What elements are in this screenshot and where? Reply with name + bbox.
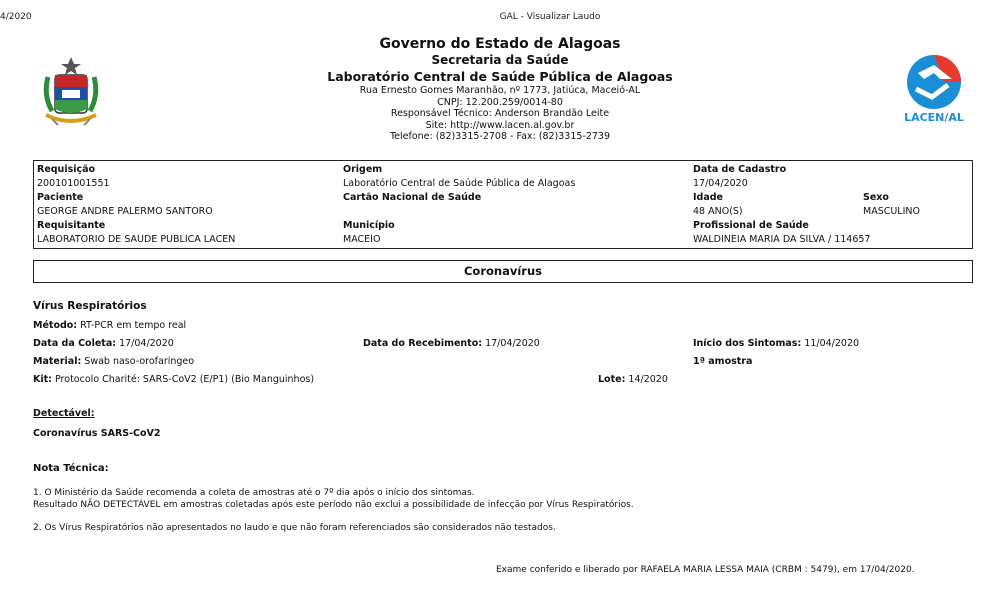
- sintomas-label: Início dos Sintomas:: [693, 338, 802, 349]
- result-label: Detectável:: [33, 408, 95, 419]
- coleta-row: [33, 338, 174, 349]
- sexo-label: Sexo: [863, 192, 889, 203]
- header-cnpj: CNPJ: 12.200.259/0014-80: [437, 96, 563, 108]
- header-laboratorio: Laboratório Central de Saúde Pública de Alagoas: [327, 69, 673, 84]
- patient-info-box: [33, 160, 973, 249]
- kit-value: Protocolo Charité: SARS-CoV2 (E/P1) (Bio Manguinhos): [55, 374, 315, 385]
- material-label: Material:: [33, 356, 82, 367]
- cartao-label: Cartão Nacional de Saúde: [343, 192, 482, 203]
- header-telefone: Telefone: (82)3315-2708 - Fax: (82)3315-2739: [389, 131, 611, 142]
- footer-release: Exame conferido e liberado por RAFAELA MARIA LESSA MAIA (CRBM : 5479), em 17/04/2020.: [496, 565, 915, 575]
- print-title: GAL - Visualizar Laudo: [499, 12, 601, 22]
- requisicao-label: Requisição: [37, 164, 96, 175]
- exam-title: Vírus Respiratórios: [33, 300, 147, 312]
- nota-title: Nota Técnica:: [33, 463, 109, 474]
- header-address: Rua Ernesto Gomes Maranhão, nº 1773, Jatiúca, Maceió-AL: [359, 85, 641, 96]
- header-responsavel: Responsável Técnico: Anderson Brandão Leite: [390, 108, 610, 119]
- profissional-label: Profissional de Saúde: [693, 220, 809, 231]
- requisitante-value: LABORATORIO DE SAUDE PUBLICA LACEN: [37, 234, 236, 245]
- municipio-value: MACEIO: [343, 234, 381, 245]
- coleta-label: Data da Coleta:: [33, 338, 117, 349]
- paciente-value: GEORGE ANDRE PALERMO SANTORO: [37, 206, 213, 217]
- metodo-row: [33, 320, 186, 331]
- lote-label: Lote:: [598, 374, 626, 385]
- sintomas-row: [693, 338, 859, 349]
- sintomas-value: 11/04/2020: [804, 338, 860, 349]
- requisicao-value: 200101001551: [37, 178, 110, 189]
- lacen-logo-icon: [900, 53, 968, 111]
- lote-row: [598, 374, 668, 385]
- paciente-label: Paciente: [37, 192, 84, 203]
- recebimento-value: 17/04/2020: [485, 338, 540, 349]
- idade-value: 48 ANO(S): [693, 206, 743, 217]
- profissional-value: WALDINEIA MARIA DA SILVA / 114657: [693, 234, 871, 245]
- kit-label: Kit:: [33, 374, 52, 385]
- nota-line-1b: Resultado NÃO DETECTÁVEL em amostras coletadas após este período não exclui a possibilidade de infecção por Vírus Respiratórios.: [33, 500, 634, 510]
- metodo-label: Método:: [33, 320, 78, 331]
- recebimento-row: [363, 338, 540, 349]
- material-value: Swab naso-orofaringeo: [84, 356, 195, 367]
- header-site: Site: http://www.lacen.al.gov.br: [425, 119, 575, 131]
- coleta-value: 17/04/2020: [119, 338, 174, 349]
- lacen-logo-text: LACEN/AL: [904, 111, 964, 124]
- recebimento-label: Data do Recebimento:: [363, 338, 483, 349]
- origem-label: Origem: [343, 164, 383, 175]
- data-cadastro-label: Data de Cadastro: [693, 164, 787, 175]
- sexo-value: MASCULINO: [863, 206, 920, 217]
- header-government: Governo do Estado de Alagoas: [379, 36, 621, 52]
- data-cadastro-value: 17/04/2020: [693, 178, 748, 189]
- section-title: Coronavírus: [33, 260, 973, 283]
- lote-value: 14/2020: [628, 374, 668, 385]
- origem-value: Laboratório Central de Saúde Pública de Alagoas: [343, 178, 576, 189]
- nota-line-1a: 1. O Ministério da Saúde recomenda a coleta de amostras até o 7º dia após o início dos sintomas.: [33, 488, 475, 498]
- header-secretaria: Secretaria da Saúde: [431, 53, 569, 67]
- material-row: [33, 356, 194, 367]
- amostra-text: 1ª amostra: [693, 356, 753, 367]
- lacen-logo: [900, 53, 968, 129]
- municipio-label: Município: [343, 220, 395, 231]
- result-value: Coronavírus SARS-CoV2: [33, 428, 161, 439]
- idade-label: Idade: [693, 192, 723, 203]
- nota-line-2: 2. Os Vírus Respiratórios não apresentados no laudo e que não foram referenciados são considerados não testados.: [33, 523, 556, 533]
- metodo-value: RT-PCR em tempo real: [80, 320, 187, 331]
- requisitante-label: Requisitante: [37, 220, 106, 231]
- print-date: 4/2020: [0, 12, 32, 22]
- kit-row: [33, 374, 314, 385]
